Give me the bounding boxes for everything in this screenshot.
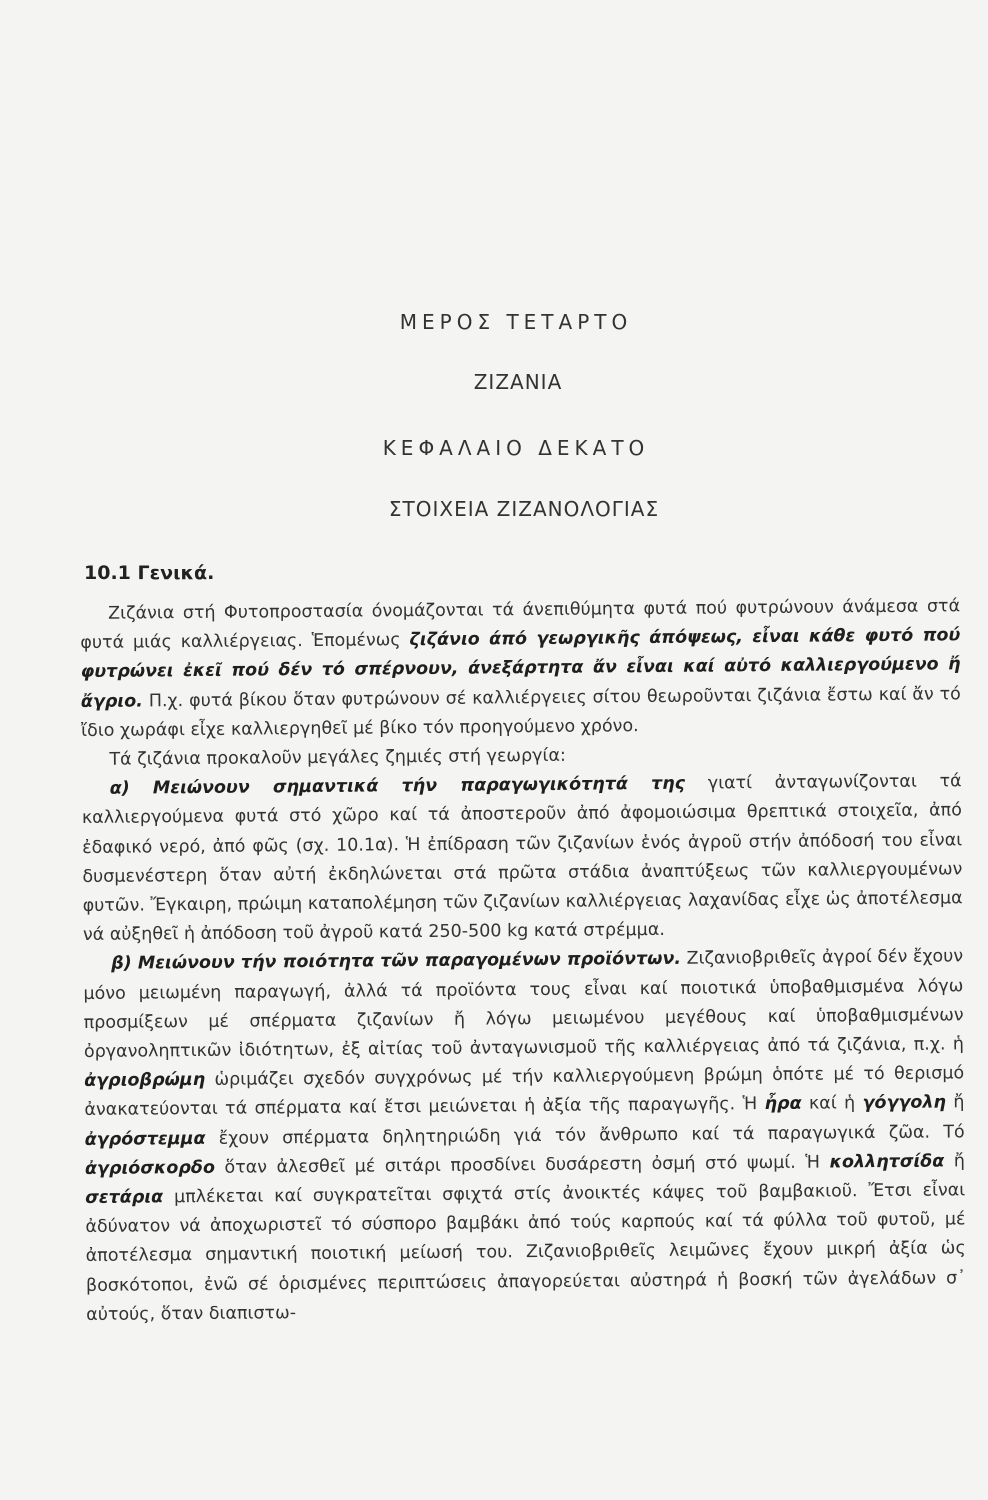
emphasis-definition: ζιζάνιο άπό γεωργικῆς άπόψεως, εἶναι κάθε φυτό πού φυτρώνει ἐκεῖ πού δέν τό σπέρνουν, άνεξάρτητα ἄν εἶναι καί αὐτό καλλιεργούμενο ἤ ἄγριο. <box>80 625 961 712</box>
paragraph-quality <box>83 943 966 1330</box>
paragraph-text: Ζιζανιοβριθεῖς ἀγροί δέν ἔχουν μόνο μειωμένη παραγωγή, ἀλλά τά προϊόντα τους εἶναι καί ποιοτικά ὑποβαθμισμένα λόγω προσμίξεων μέ σπέρματα ζιζανίων ἤ λόγω μειωμένου μεγέθους καί ὑποβαθμισμένων ὀργανοληπτικῶν ἰδιότητων, ἐξ αἰτίας τοῦ ἀνταγωνισμοῦ τῆς καλλιέργειας ἀπό τά ζιζάνια, π.χ. ἡ <box>83 946 964 1063</box>
paragraph-text: ἤ <box>944 1151 966 1172</box>
body-text <box>80 592 966 1330</box>
paragraph-text: μπλέκεται καί συγκρατεῖται σφιχτά στίς ἀνοικτές κάψες τοῦ βαμβακιοῦ. Ἔτσι εἶναι ἀδύνατον νά ἀποχωριστεῖ τό σύσπορο βαμβάκι ἀπό τούς καρπούς καί τά φύλλα τοῦ φυτοῦ, μέ ἀποτέλεσμα σημαντική ποιοτική μείωσή του. Ζιζανιοβριθεῖς λειμῶνες ἔχουν μικρή ἀξία ὡς βοσκότοποι, ἐνῶ σέ ὁρισμένες περιπτώσεις ἀπαγορεύεται αὐστηρά ἡ βοσκή τῶν ἀγελάδων σ᾽ αὐτούς, ὅταν διαπιστω- <box>85 1180 967 1325</box>
paragraph-text: ἤ <box>945 1092 965 1113</box>
chapter-title: ΣΤΟΙΧΕΙΑ ΖΙΖΑΝΟΛΟΓΙΑΣ <box>388 497 660 521</box>
paragraph-text: ὡριμάζει σχεδόν συγχρόνως μέ τήν καλλιεργούμενη βρώμη ὁπότε μέ τό θερισμό ἀνακατεύονται τά σπέρματα καί ἔτσι μειώνεται ἡ ἀξία τῆς παραγωγῆς. Ἡ <box>84 1063 965 1121</box>
emphasis-term: ἀγρόστεμμα <box>84 1128 206 1150</box>
emphasis-point-b: β) Μειώνουν τήν ποιότητα τῶν παραγομένων προϊόντων. <box>111 949 682 975</box>
paragraph-definition <box>80 592 961 746</box>
paragraph-text: καί ἡ <box>801 1093 863 1115</box>
chapter-heading: ΚΕΦΑΛΑΙΟ ΔΕΚΑΤΟ <box>382 436 650 460</box>
emphasis-point-a: α) Μειώνουν σημαντικά τήν παραγωγικότητά της <box>109 773 686 799</box>
emphasis-term: ἀγριοβρώμη <box>84 1070 206 1092</box>
emphasis-term: σετάρια <box>85 1187 164 1209</box>
emphasis-term: ἀγριόσκορδο <box>84 1157 216 1179</box>
subject-heading: ΖΙΖΑΝΙΑ <box>473 370 563 394</box>
paragraph-damages-intro: Τά ζιζάνια προκαλοῦν μεγάλες ζημιές στή γεωργία: <box>109 745 566 770</box>
paragraph-productivity <box>82 768 963 951</box>
section-title: 10.1 Γενικά. <box>84 562 215 584</box>
emphasis-term: ἦρα <box>764 1094 802 1115</box>
paragraph-text: ὅταν ἀλεσθεῖ μέ σιτάρι προσδίνει δυσάρεστη ὀσμή στό ψωμί. Ἡ <box>214 1152 830 1178</box>
paragraph-text: Π.χ. φυτά βίκου ὅταν φυτρώνουν σέ καλλιέργειες σίτου θεωροῦνται ζιζάνια ἔστω καί ἄν τό ἴδιο χωράφι εἶχε καλλιεργηθεῖ μέ βίκο τόν προηγούμενο χρόνο. <box>81 683 961 741</box>
paragraph-text: ἔχουν σπέρματα δηλητηριώδη γιά τόν ἄνθρωπο καί τά παραγωγικά ζῶα. Τό <box>205 1121 965 1149</box>
emphasis-term: γόγγολη <box>862 1092 947 1114</box>
part-heading: ΜΕΡΟΣ ΤΕΤΑΡΤΟ <box>399 310 633 334</box>
emphasis-term: κολλητσίδα <box>829 1151 945 1173</box>
paragraph-text: Ζιζάνια στή Φυτοπροστασία όνομάζονται τά άνεπιθύμητα φυτά πού φυτρώνουν άνάμεσα στά φυτά μιάς καλλιέργειας. Ἑπομένως <box>80 596 961 654</box>
paragraph-text: γιατί ἀνταγωνίζονται τά καλλιεργούμενα φυτά στό χῶρο καί τά ἀποστεροῦν ἀπό ἀφομοιώσιμα θρεπτικά στοιχεῖα, ἀπό ἐδαφικό νερό, ἀπό φῶς (σχ. 10.1α). Ἡ ἐπίδραση τῶν ζιζανίων ἑνός ἀγροῦ στήν ἀπόδοσή του εἶναι δυσμενέστερη ὅταν αὐτή ἐκδηλώνεται στά πρῶτα στάδια ἀναπτύξεως τῶν καλλιεργουμένων φυτῶν. Ἔγκαιρη, πρώιμη καταπολέμηση τῶν ζιζανίων καλλιέργειας λαχανίδας εἶχε ὡς ἀποτέλεσμα νά αὐξηθεῖ ἡ ἀπόδοση τοῦ ἀγροῦ κατά 250-500 kg κατά στρέμμα. <box>81 771 963 946</box>
